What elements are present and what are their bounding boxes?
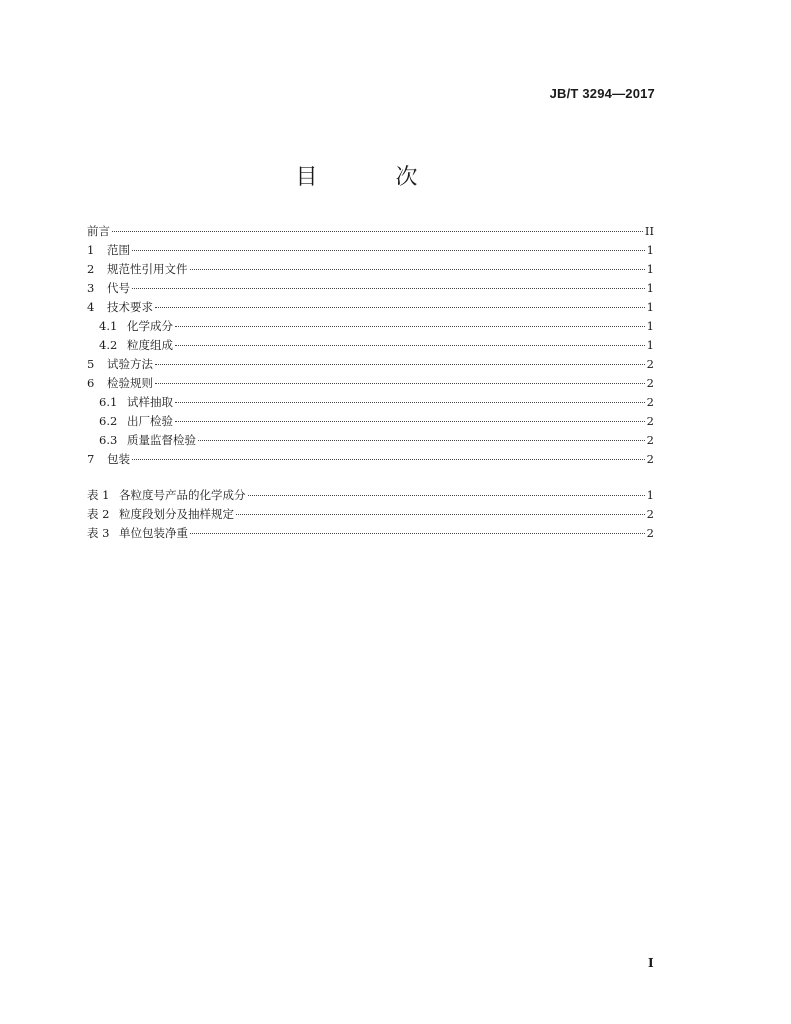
entry-page: 1 <box>646 338 654 352</box>
entry-page: 2 <box>646 452 654 466</box>
entry-page: 2 <box>646 507 654 521</box>
dot-leader <box>175 326 645 327</box>
dot-leader <box>198 440 645 441</box>
entry-title: 出厂检验 <box>127 414 173 428</box>
entry-number: 表 3 <box>87 526 110 540</box>
entry-page: 2 <box>646 414 654 428</box>
entry-page: 1 <box>646 488 654 502</box>
entry-number: 6.1 <box>99 395 118 409</box>
standard-code: JB/T 3294—2017 <box>549 86 655 101</box>
entry-title: 质量监督检验 <box>127 433 196 447</box>
toc-entry[interactable] <box>87 374 654 393</box>
table-list-entry[interactable] <box>87 524 654 543</box>
entry-page: 1 <box>646 281 654 295</box>
dot-leader <box>190 533 645 534</box>
toc-entry[interactable] <box>87 336 654 355</box>
dot-leader <box>175 345 645 346</box>
dot-leader <box>175 402 645 403</box>
entry-page: 2 <box>646 357 654 371</box>
entry-number: 4 <box>87 300 95 314</box>
entry-page: 1 <box>646 262 654 276</box>
entry-title: 单位包装净重 <box>119 526 188 540</box>
entry-number: 1 <box>87 243 95 257</box>
entry-title: 粒度段划分及抽样规定 <box>119 507 234 521</box>
entry-title: 规范性引用文件 <box>107 262 188 276</box>
entry-title: 前言 <box>87 224 110 238</box>
entry-title: 试验方法 <box>107 357 153 371</box>
toc-entry[interactable] <box>87 260 654 279</box>
toc-entry[interactable] <box>87 317 654 336</box>
toc-entry[interactable] <box>87 222 654 241</box>
table-list-entry[interactable] <box>87 505 654 524</box>
entry-title: 各粒度号产品的化学成分 <box>119 488 246 502</box>
entry-number: 表 1 <box>87 488 110 502</box>
toc-entry[interactable] <box>87 431 654 450</box>
toc-entry[interactable] <box>87 279 654 298</box>
dot-leader <box>248 495 645 496</box>
toc-entry[interactable] <box>87 355 654 374</box>
toc-entry[interactable] <box>87 298 654 317</box>
dot-leader <box>112 231 643 232</box>
dot-leader <box>155 383 645 384</box>
dot-leader <box>175 421 645 422</box>
dot-leader <box>132 459 645 460</box>
entry-number: 5 <box>87 357 95 371</box>
toc-entry[interactable] <box>87 393 654 412</box>
entry-title: 检验规则 <box>107 376 153 390</box>
entry-number: 6.2 <box>99 414 118 428</box>
entry-page: II <box>644 224 654 238</box>
dot-leader <box>190 269 645 270</box>
table-of-contents <box>87 222 654 469</box>
entry-number: 3 <box>87 281 95 295</box>
dot-leader <box>155 364 645 365</box>
toc-entry[interactable] <box>87 450 654 469</box>
entry-title: 试样抽取 <box>127 395 173 409</box>
entry-page: 1 <box>646 243 654 257</box>
entry-number: 表 2 <box>87 507 110 521</box>
page-number: I <box>648 956 654 970</box>
entry-title: 技术要求 <box>107 300 153 314</box>
entry-title: 化学成分 <box>127 319 173 333</box>
entry-number: 7 <box>87 452 95 466</box>
toc-entry[interactable] <box>87 241 654 260</box>
entry-page: 1 <box>646 319 654 333</box>
table-list-entry[interactable] <box>87 486 654 505</box>
entry-title: 粒度组成 <box>127 338 173 352</box>
toc-entry[interactable] <box>87 412 654 431</box>
entry-title: 范围 <box>107 243 130 257</box>
entry-title: 包装 <box>107 452 130 466</box>
entry-number: 6 <box>87 376 95 390</box>
entry-title: 代号 <box>107 281 130 295</box>
list-of-tables <box>87 486 654 543</box>
entry-number: 6.3 <box>99 433 118 447</box>
entry-page: 2 <box>646 395 654 409</box>
dot-leader <box>132 250 645 251</box>
entry-number: 2 <box>87 262 95 276</box>
entry-page: 1 <box>646 300 654 314</box>
entry-number: 4.2 <box>99 338 118 352</box>
entry-number: 4.1 <box>99 319 118 333</box>
dot-leader <box>236 514 645 515</box>
dot-leader <box>155 307 645 308</box>
entry-page: 2 <box>646 526 654 540</box>
entry-page: 2 <box>646 433 654 447</box>
dot-leader <box>132 288 645 289</box>
page-title: 目 次 <box>295 165 446 190</box>
entry-page: 2 <box>646 376 654 390</box>
